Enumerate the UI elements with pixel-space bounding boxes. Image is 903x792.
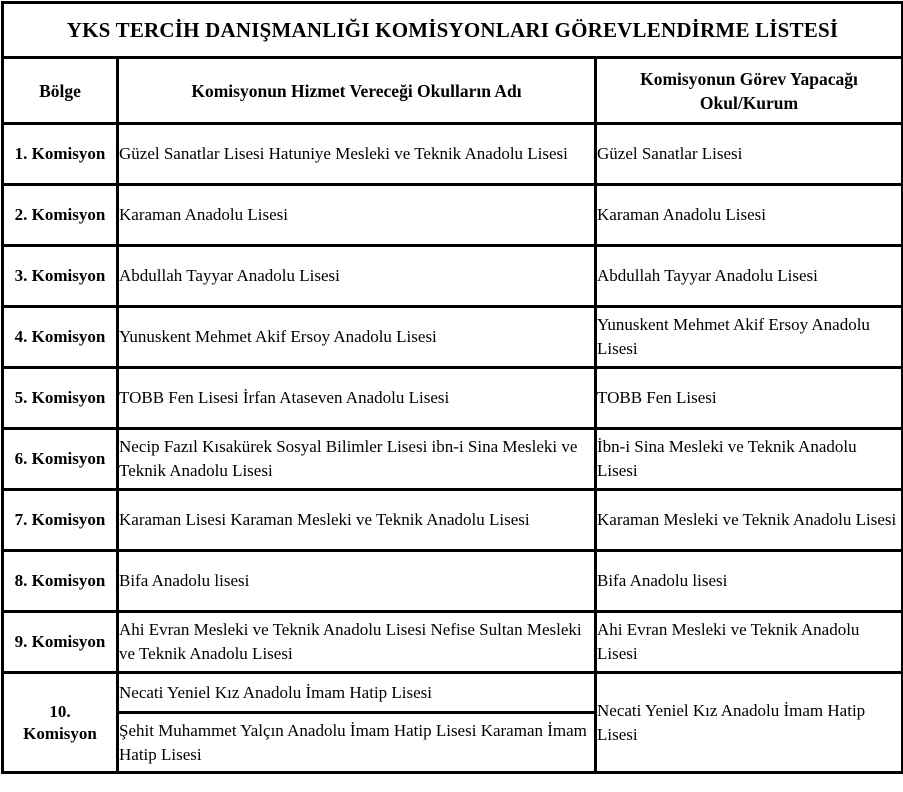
schools-cell: Yunuskent Mehmet Akif Ersoy Anadolu Lisesi [118, 307, 596, 368]
region-cell: 8. Komisyon [3, 551, 118, 612]
venue-cell: Yunuskent Mehmet Akif Ersoy Anadolu Lisesi [596, 307, 903, 368]
table-row [3, 490, 903, 551]
region-cell: 7. Komisyon [3, 490, 118, 551]
venue-cell: Necati Yeniel Kız Anadolu İmam Hatip Lisesi [596, 673, 903, 773]
schools-cell: Necip Fazıl Kısakürek Sosyal Bilimler Lisesi ibn-i Sina Mesleki ve Teknik Anadolu Lisesi [118, 429, 596, 490]
header-row [3, 58, 903, 124]
schools-cell: Abdullah Tayyar Anadolu Lisesi [118, 246, 596, 307]
header-schools: Komisyonun Hizmet Vereceği Okulların Adı [118, 58, 596, 124]
region-cell: 4. Komisyon [3, 307, 118, 368]
table-row [3, 368, 903, 429]
region-cell: 1. Komisyon [3, 124, 118, 185]
table-row [3, 429, 903, 490]
header-venue: Komisyonun Görev Yapacağı Okul/Kurum [596, 58, 903, 124]
venue-cell: Ahi Evran Mesleki ve Teknik Anadolu Lisesi [596, 612, 903, 673]
venue-cell: İbn-i Sina Mesleki ve Teknik Anadolu Lisesi [596, 429, 903, 490]
venue-cell: Abdullah Tayyar Anadolu Lisesi [596, 246, 903, 307]
table-row [3, 307, 903, 368]
table-row [3, 673, 903, 713]
region-cell: 5. Komisyon [3, 368, 118, 429]
document-title: YKS TERCİH DANIŞMANLIĞI KOMİSYONLARI GÖREVLENDİRME LİSTESİ [3, 3, 903, 58]
table-row [3, 246, 903, 307]
table-row [3, 551, 903, 612]
schools-cell: Karaman Lisesi Karaman Mesleki ve Teknik Anadolu Lisesi [118, 490, 596, 551]
schools-cell: Karaman Anadolu Lisesi [118, 185, 596, 246]
schools-cell: Necati Yeniel Kız Anadolu İmam Hatip Lisesi [118, 673, 596, 713]
table-row [3, 124, 903, 185]
region-label: Komisyon [23, 723, 97, 743]
schools-cell: Bifa Anadolu lisesi [118, 551, 596, 612]
venue-cell: TOBB Fen Lisesi [596, 368, 903, 429]
assignment-table [1, 1, 903, 774]
table-row [3, 185, 903, 246]
region-cell: 6. Komisyon [3, 429, 118, 490]
header-region: Bölge [3, 58, 118, 124]
region-number: 10. [49, 701, 71, 721]
table-row [3, 612, 903, 673]
region-cell: 3. Komisyon [3, 246, 118, 307]
region-cell: 9. Komisyon [3, 612, 118, 673]
region-cell: 2. Komisyon [3, 185, 118, 246]
venue-cell: Güzel Sanatlar Lisesi [596, 124, 903, 185]
venue-cell: Karaman Mesleki ve Teknik Anadolu Lisesi [596, 490, 903, 551]
schools-cell: Güzel Sanatlar Lisesi Hatuniye Mesleki ve Teknik Anadolu Lisesi [118, 124, 596, 185]
region-cell [3, 673, 118, 773]
schools-cell: Ahi Evran Mesleki ve Teknik Anadolu Lisesi Nefise Sultan Mesleki ve Teknik Anadolu Lisesi [118, 612, 596, 673]
venue-cell: Bifa Anadolu lisesi [596, 551, 903, 612]
schools-cell: TOBB Fen Lisesi İrfan Ataseven Anadolu Lisesi [118, 368, 596, 429]
schools-cell: Şehit Muhammet Yalçın Anadolu İmam Hatip Lisesi Karaman İmam Hatip Lisesi [118, 713, 596, 773]
venue-cell: Karaman Anadolu Lisesi [596, 185, 903, 246]
